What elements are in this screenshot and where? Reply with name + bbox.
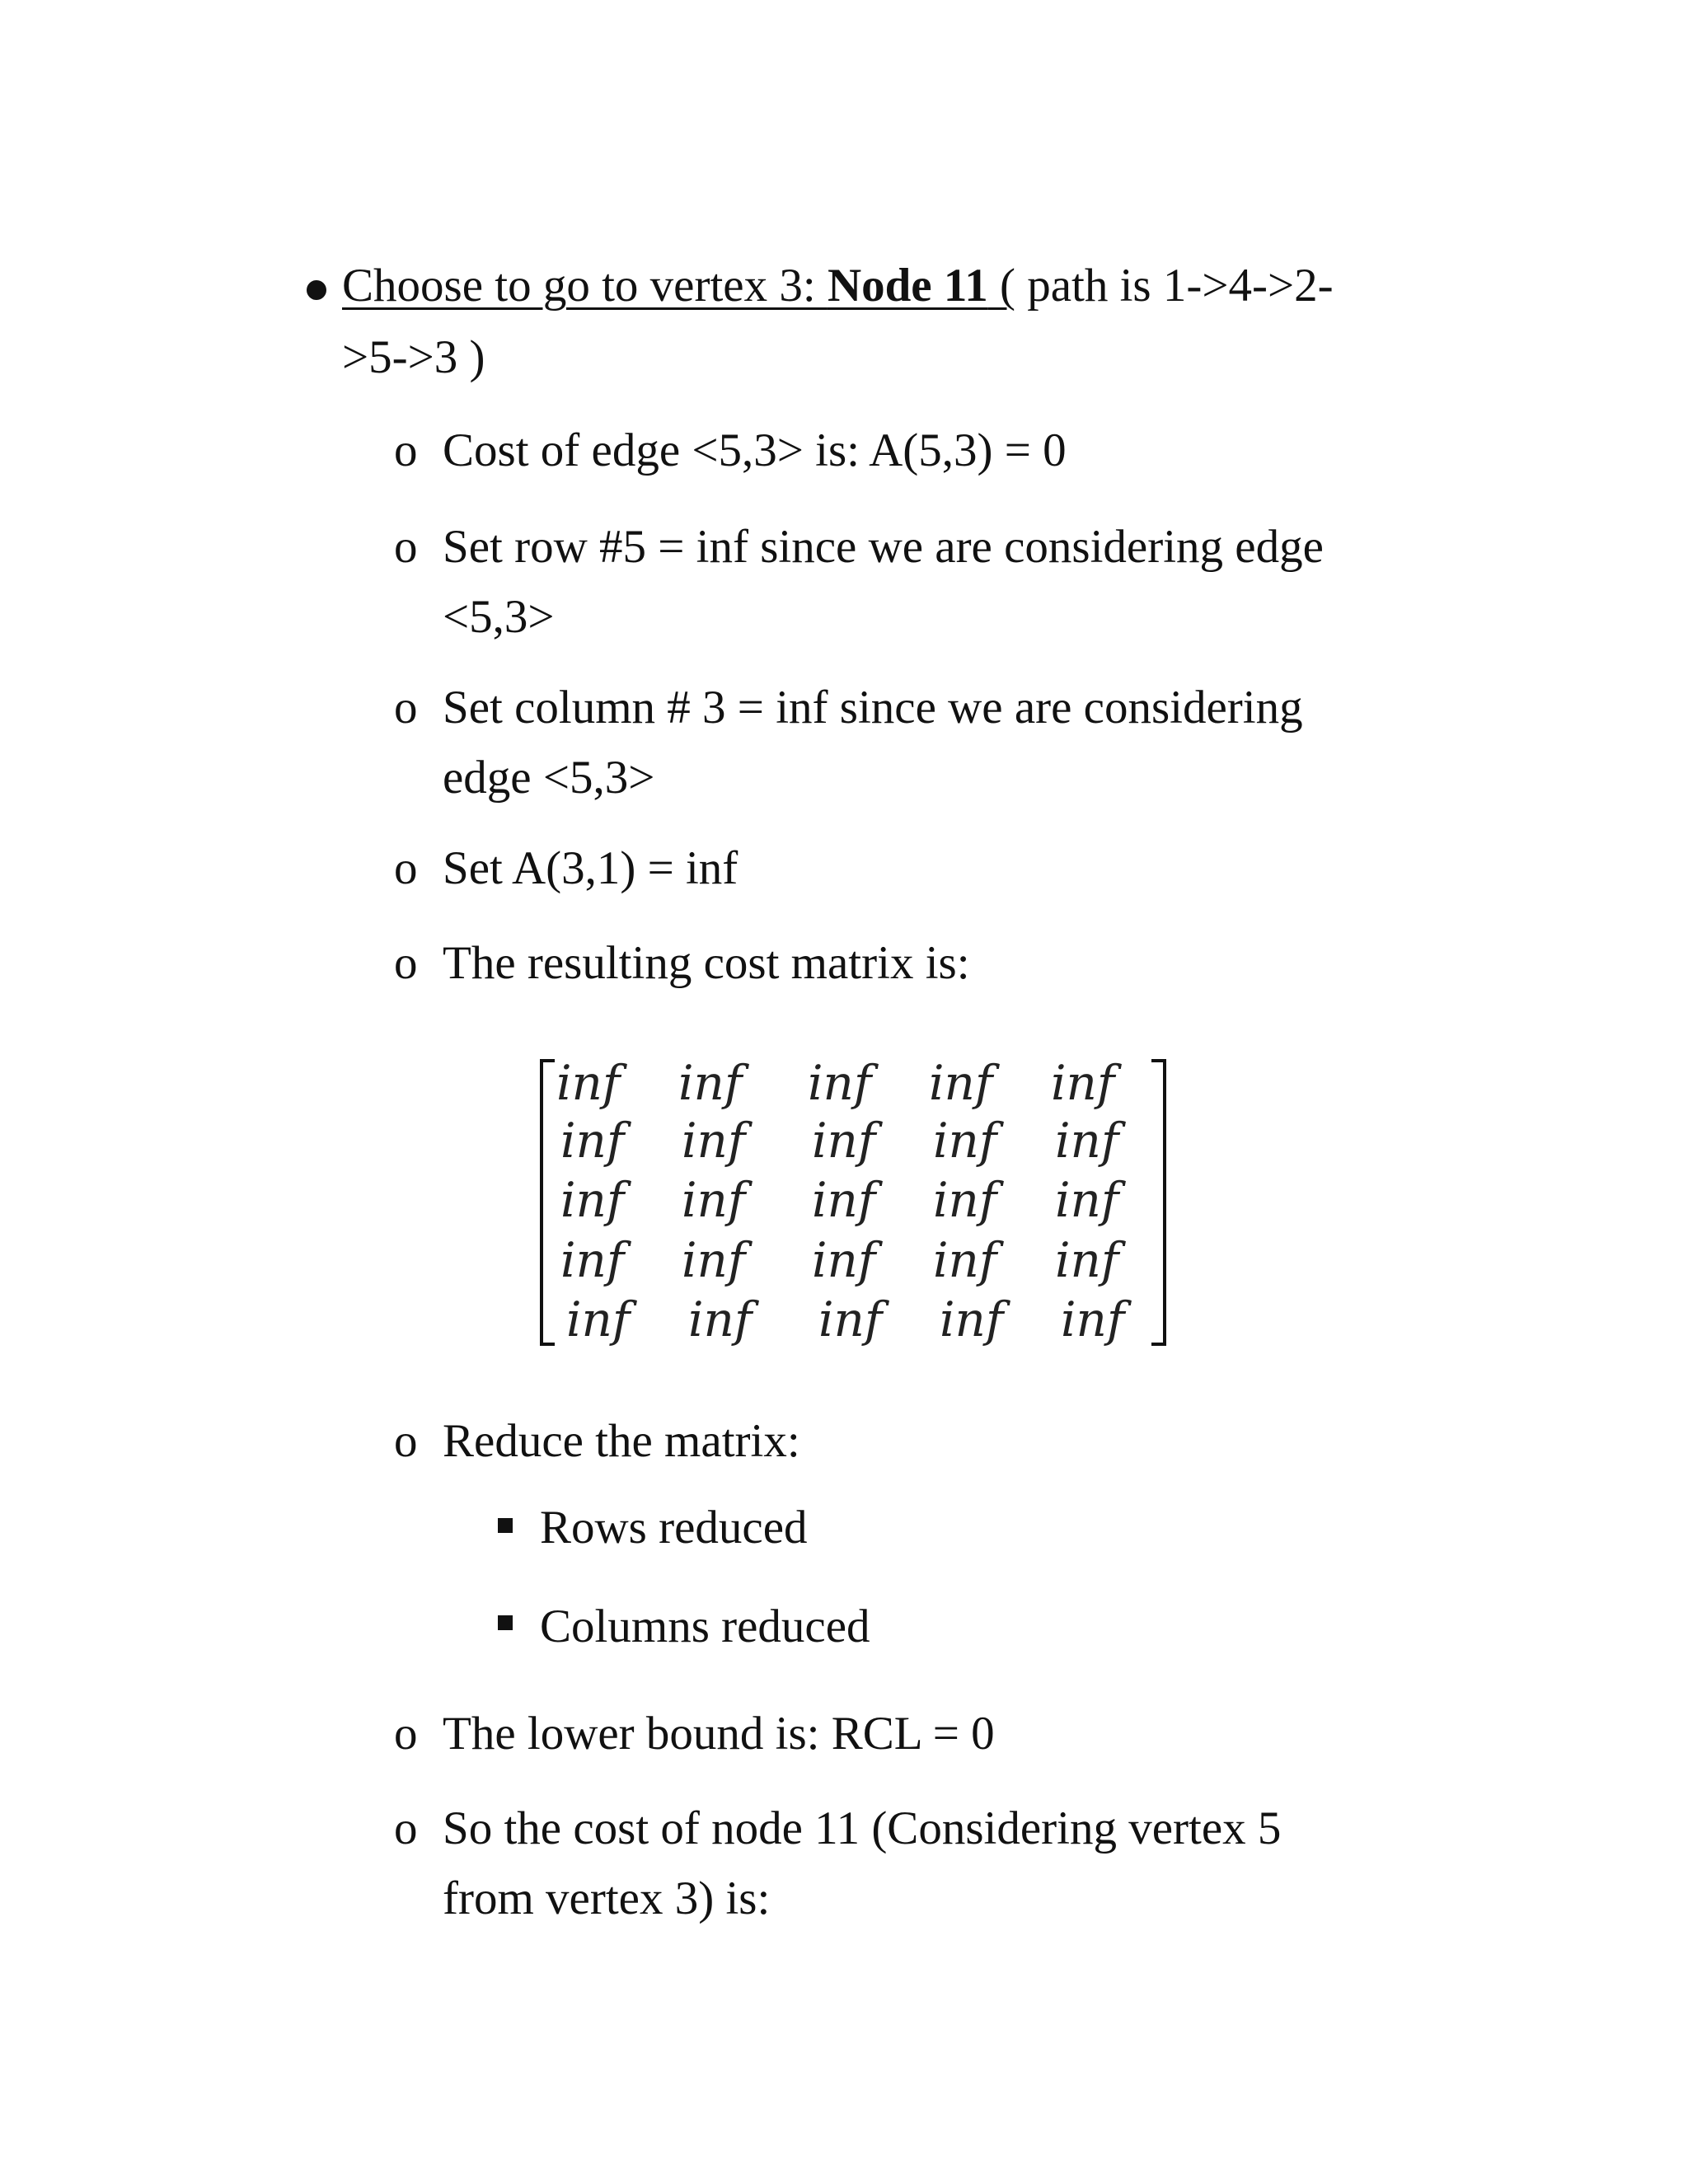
matrix-cell: inf xyxy=(933,1232,997,1288)
sub-bullet-marker: o xyxy=(394,1415,418,1467)
matrix-cell: inf xyxy=(682,1172,746,1228)
main-bullet-line1 xyxy=(342,260,1334,312)
matrix-cell: inf xyxy=(566,1291,631,1347)
matrix-cell: inf xyxy=(818,1291,883,1347)
set-a-text: Set A(3,1) = inf xyxy=(443,842,738,894)
rows-reduced-text: Rows reduced xyxy=(540,1502,808,1554)
main-bullet-prefix: Choose to go to vertex 3: xyxy=(342,260,828,312)
matrix-cell: inf xyxy=(678,1055,743,1111)
so-cost-line2: from vertex 3) is: xyxy=(443,1872,771,1924)
sub-bullet-marker: o xyxy=(394,842,418,894)
main-bullet-line2: >5->3 ) xyxy=(342,331,485,383)
reduce-text: Reduce the matrix: xyxy=(443,1415,800,1467)
cost-matrix xyxy=(540,1055,1166,1356)
set-row-line1: Set row #5 = inf since we are considering edge xyxy=(443,521,1324,573)
matrix-cell: inf xyxy=(808,1055,872,1111)
matrix-cell: inf xyxy=(682,1232,746,1288)
lower-bound-text: The lower bound is: RCL = 0 xyxy=(443,1708,995,1760)
square-bullet-icon xyxy=(498,1518,513,1533)
matrix-cell: inf xyxy=(929,1055,993,1111)
sub-bullet-marker: o xyxy=(394,682,418,733)
matrix-cell: inf xyxy=(1055,1113,1119,1169)
matrix-cell: inf xyxy=(1061,1291,1125,1347)
matrix-cell: inf xyxy=(812,1172,876,1228)
matrix-cell: inf xyxy=(1055,1172,1119,1228)
matrix-cell: inf xyxy=(940,1291,1004,1347)
square-bullet-icon xyxy=(498,1615,513,1630)
cost-edge-text: Cost of edge <5,3> is: A(5,3) = 0 xyxy=(443,424,1067,476)
resulting-text: The resulting cost matrix is: xyxy=(443,937,970,989)
main-bullet-node: Node 11 xyxy=(827,260,988,312)
matrix-cell: inf xyxy=(812,1232,876,1288)
matrix-cell: inf xyxy=(933,1172,997,1228)
sub-bullet-marker: o xyxy=(394,937,418,989)
matrix-cell: inf xyxy=(688,1291,753,1347)
matrix-cell: inf xyxy=(560,1113,625,1169)
bullet-dot-icon xyxy=(307,280,326,300)
so-cost-line1: So the cost of node 11 (Considering vertex 5 xyxy=(443,1802,1282,1854)
sub-bullet-marker: o xyxy=(394,521,418,573)
matrix-cell: inf xyxy=(560,1172,625,1228)
matrix-cell: inf xyxy=(933,1113,997,1169)
sub-bullet-marker: o xyxy=(394,424,418,476)
sub-bullet-marker: o xyxy=(394,1802,418,1854)
matrix-cell: inf xyxy=(556,1055,621,1111)
matrix-cell: inf xyxy=(812,1113,876,1169)
main-bullet-path: path is 1->4->2- xyxy=(1015,260,1334,312)
matrix-cell: inf xyxy=(682,1113,746,1169)
matrix-cell: inf xyxy=(560,1232,625,1288)
matrix-bracket-left xyxy=(540,1059,555,1346)
columns-reduced-text: Columns reduced xyxy=(540,1601,870,1652)
set-row-line2: <5,3> xyxy=(443,591,555,643)
sub-bullet-marker: o xyxy=(394,1708,418,1760)
matrix-cell: inf xyxy=(1055,1232,1119,1288)
matrix-bracket-right xyxy=(1151,1059,1166,1346)
set-col-line2: edge <5,3> xyxy=(443,752,655,804)
matrix-cell: inf xyxy=(1051,1055,1115,1111)
main-bullet-paren: ( xyxy=(987,260,1015,312)
set-col-line1: Set column # 3 = inf since we are considering xyxy=(443,682,1303,733)
